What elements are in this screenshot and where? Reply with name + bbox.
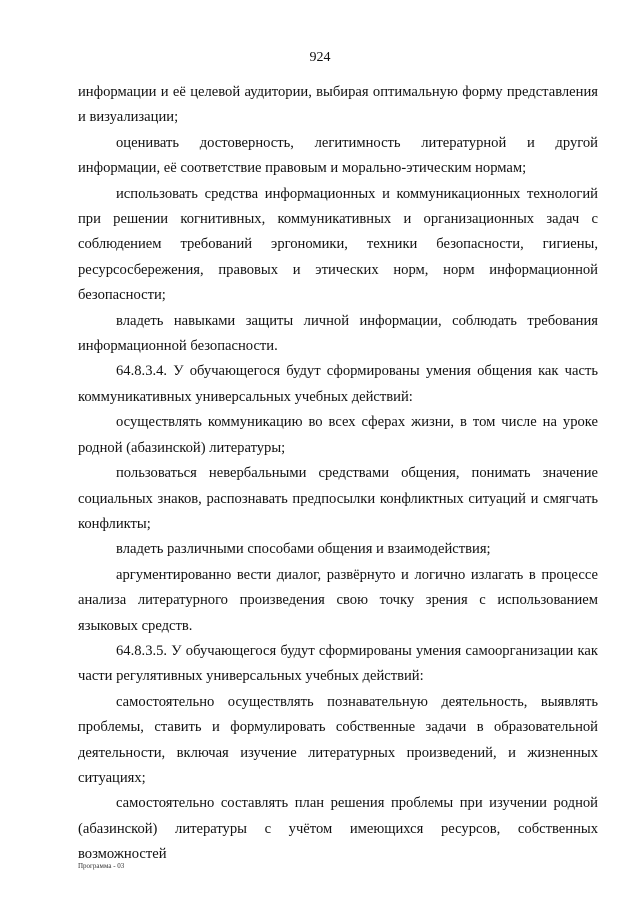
- paragraph: самостоятельно осуществлять познавательную деятельность, выявлять проблемы, ставить и формулировать собственные задачи в образовательной деятельности, включая изучение литературных произведений, и жизненных ситуациях;: [78, 693, 598, 786]
- paragraph: 64.8.3.4. У обучающегося будут сформированы умения общения как часть коммуникативных универсальных учебных действий:: [78, 363, 598, 405]
- paragraph: пользоваться невербальными средствами общения, понимать значение социальных знаков, распознавать предпосылки конфликтных ситуаций и смягчать конфликты;: [78, 465, 598, 532]
- page-number: 924: [309, 50, 331, 65]
- paragraph: осуществлять коммуникацию во всех сферах жизни, в том числе на уроке родной (абазинской) литературы;: [78, 414, 598, 456]
- paragraph: оценивать достоверность, легитимность литературной и другой информации, её соответствие правовым и морально-этическим нормам;: [78, 134, 598, 177]
- paragraph: 64.8.3.5. У обучающегося будут сформированы умения самоорганизации как части регулятивных универсальных учебных действий:: [78, 642, 598, 685]
- document-body: [78, 80, 598, 868]
- footer-label: Программа - 03: [78, 862, 125, 870]
- paragraph: информации и её целевой аудитории, выбирая оптимальную форму представления и визуализации;: [78, 84, 598, 126]
- paragraph: использовать средства информационных и коммуникационных технологий при решении когнитивных, коммуникативных и организационных задач с соблюдением требований эргономики, техники безопасности, гигиены, ресурсосбережения, правовых и этических норм, норм информационной безопасности;: [78, 185, 598, 304]
- paragraph: аргументированно вести диалог, развёрнуто и логично излагать в процессе анализа литературного произведения свою точку зрения с использованием языковых средств.: [78, 566, 598, 634]
- paragraph: владеть различными способами общения и взаимодействия;: [116, 541, 491, 558]
- paragraph: самостоятельно составлять план решения проблемы при изучении родной (абазинской) литературы с учётом имеющихся ресурсов, собственных возможностей: [78, 795, 598, 863]
- paragraph: владеть навыками защиты личной информации, соблюдать требования информационной безопасности.: [78, 312, 598, 355]
